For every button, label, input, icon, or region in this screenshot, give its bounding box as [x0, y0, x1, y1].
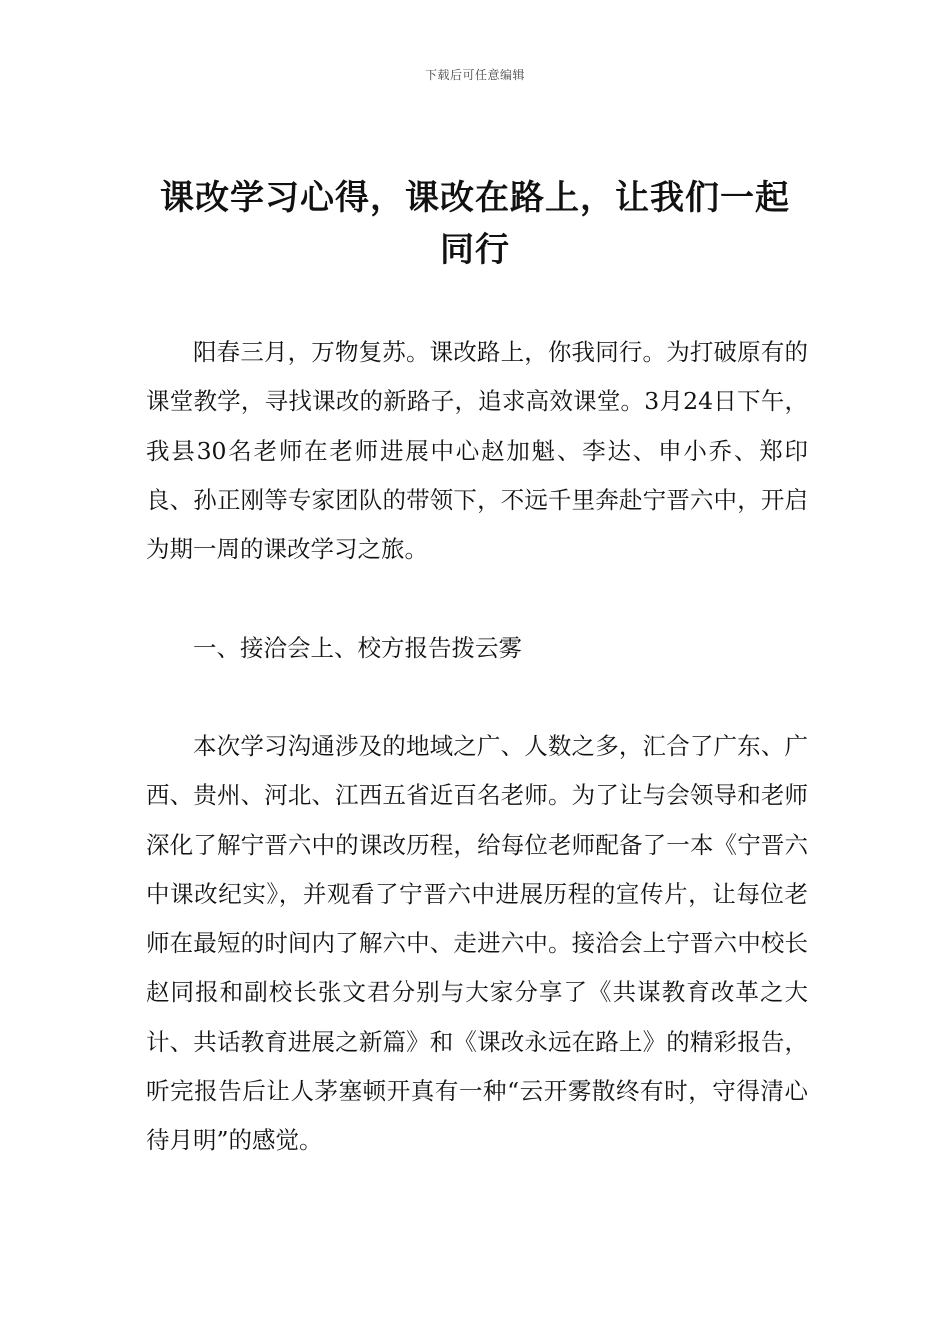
paragraph-body: 本次学习沟通涉及的地域之广、人数之多，汇合了广东、广西、贵州、河北、江西五省近百名老师。为了让与会领导和老师深化了解宁晋六中的课改历程，给每位老师配备了一本《宁晋六中课改纪实》，并观看了宁晋六中进展历程的宣传片，让每位老师在最短的时间内了解六中、走进六中。接洽会上宁晋六中校长赵同报和副校长张文君分别与大家分享了《共谋教育改革之大计、共话教育进展之新篇》和《课改永远在路上》的精彩报告，听完报告后让人茅塞顿开真有一种“云开雾散终有时，守得清心待月明”的感觉。	[146, 732, 808, 1155]
section-heading: 一、接洽会上、校方报告拨云雾	[193, 634, 522, 662]
paragraph-intro: 阳春三月，万物复苏。课改路上，你我同行。为打破原有的课堂教学，寻找课改的新路子，追求高效课堂。3月24日下午，我县30名老师在老师进展中心赵加魁、李达、申小乔、郑印良、孙正刚等专家团队的带领下，不远千里奔赴宁晋六中，开启为期一周的课改学习之旅。	[146, 338, 808, 564]
document-title: 课改学习心得，课改在路上，让我们一起同行	[160, 178, 790, 270]
header-note: 下载后可任意编辑	[424, 68, 525, 82]
